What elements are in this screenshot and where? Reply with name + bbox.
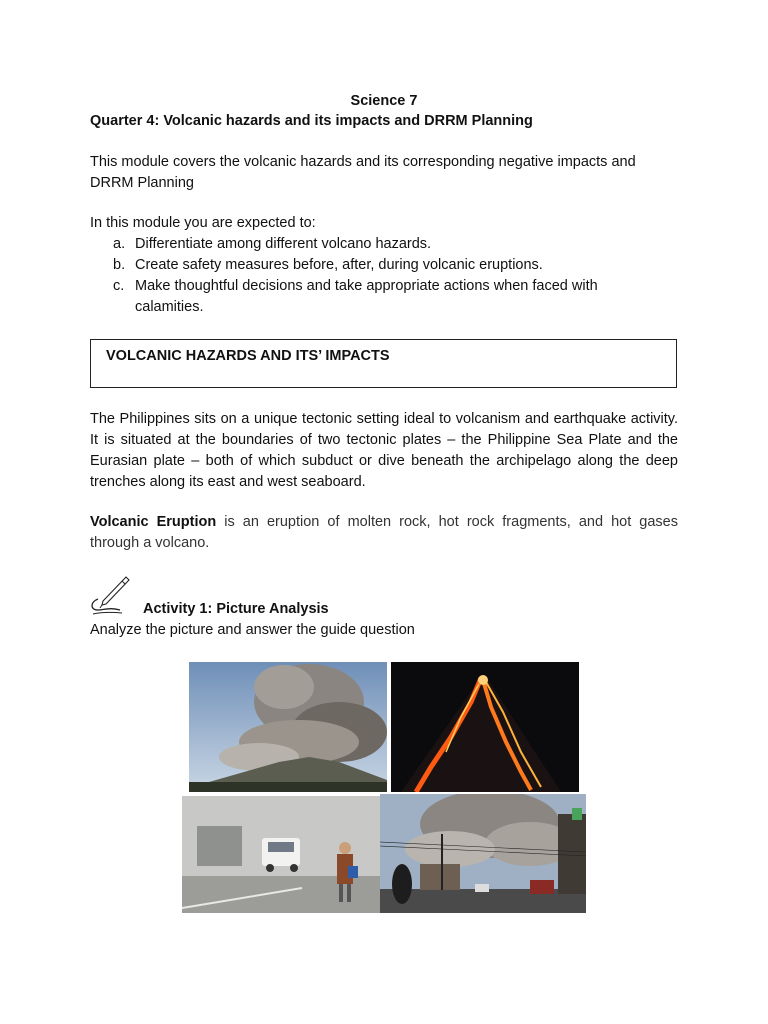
objective-text: Make thoughtful decisions and take appropriate actions when faced with calamities. (135, 278, 598, 315)
activity-title: Activity 1: Picture Analysis (143, 601, 329, 617)
ash-plume-photo (189, 662, 387, 792)
objective-item (90, 234, 650, 255)
objective-item (90, 255, 650, 276)
objective-marker: b. (113, 257, 126, 273)
section-heading-box (90, 339, 677, 388)
page-title: Science 7 (350, 93, 418, 109)
section-heading: VOLCANIC HAZARDS AND ITS’ IMPACTS (106, 348, 390, 364)
expectations-lead: In this module you are expected to: (90, 215, 316, 231)
tectonic-paragraph: The Philippines sits on a unique tectonic setting ideal to volcanism and earthquake activity. It is situated at the boundaries of two tectonic plates – the Philippine Sea Plate and the Eurasian plate – both of which subduct or dive beneath the archipelago along the deep trenches along its east and west seaboard. (90, 411, 678, 490)
objectives-list (90, 234, 650, 318)
activity-instruction: Analyze the picture and answer the guide question (90, 622, 415, 638)
objective-text: Create safety measures before, after, during volcanic eruptions. (135, 257, 543, 273)
definition-paragraph (90, 512, 678, 554)
definition-term: Volcanic Eruption (90, 514, 217, 530)
pen-writing-icon (88, 574, 132, 616)
objective-marker: a. (113, 236, 126, 252)
town-ash-cloud-photo (380, 794, 586, 913)
lava-flow-night-photo (391, 662, 579, 792)
objective-item (90, 276, 650, 318)
quarter-heading: Quarter 4: Volcanic hazards and its impacts and DRRM Planning (90, 113, 533, 129)
objective-marker: c. (113, 278, 125, 294)
ashfall-street-photo (182, 796, 380, 913)
objective-text: Differentiate among different volcano hazards. (135, 236, 432, 252)
definition-text: is an eruption of molten rock, hot rock fragments, and hot gases through a volcano. (90, 514, 678, 551)
overview-paragraph: This module covers the volcanic hazards and its corresponding negative impacts and DRRM Planning (90, 154, 636, 191)
